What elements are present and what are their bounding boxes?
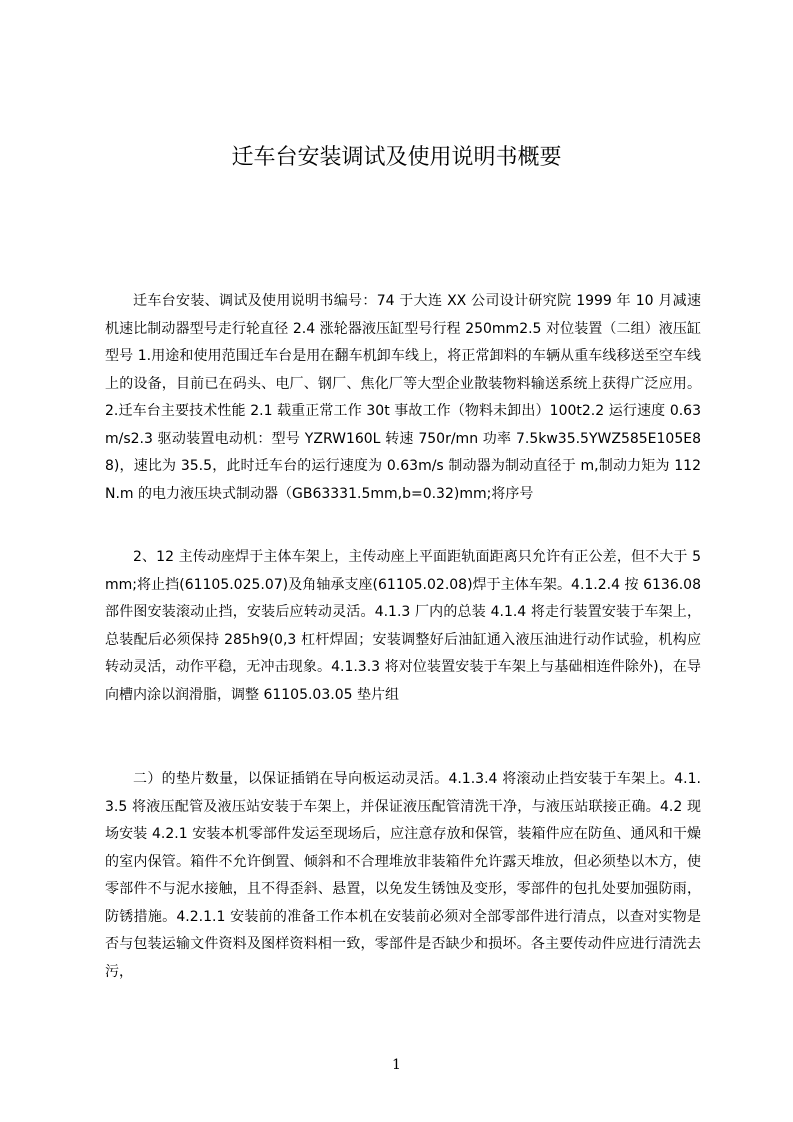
body-paragraph-3: 二）的垫片数量，以保证插销在导向板运动灵活。4.1.3.4 将滚动止挡安装于车架上。4.1.3.5 将液压配管及液压站安装于车架上，并保证液压配管清洗干净，与液压站联接正确。4.2 现场安装 4.2.1 安装本机零部件发运至现场后，应注意存放和保管，装箱件应在防鱼、通风和干燥的室内保管。箱件不允许倒置、倾斜和不合理堆放非装箱件允许露天堆放，但必须垫以木方，使零部件不与泥水接触，且不得歪斜、悬置，以免发生锈蚀及变形，零部件的包扎处要加强防雨，防锈措施。4.2.1.1 安装前的准备工作本机在安装前必须对全部零部件进行清点，以查对实物是否与包装运输文件资料及图样资料相一致，零部件是否缺少和损坏。各主要传动件应进行清洗去污，: [105, 771, 701, 980]
page-number: 1: [392, 1057, 401, 1073]
body-paragraph-2: 2、12 主传动座焊于主体车架上，主传动座上平面距轨面距离只允许有正公差，但不大于 5mm;将止挡(61105.025.07)及角轴承支座(61105.02.08)焊于主体车架。4.1.2.4 按 6136.08 部件图安装滚动止挡，安装后应转动灵活。4.1.3 厂内的总装 4.1.4 将走行装置安装于车架上，总装配后必须保持 285h9(0,3 杠杆焊固；安装调整好后油缸通入液压油进行动作试验，机构应转动灵活，动作平稳，无冲击现象。4.1.3.3 将对位装置安装于车架上与基础相连件除外)，在导向槽内涂以润滑脂，调整 61105.03.05 垫片组: [105, 549, 701, 703]
body-paragraph-1: 迁车台安装、调试及使用说明书编号：74 于大连 XX 公司设计研究院 1999 年 10 月减速机速比制动器型号走行轮直径 2.4 涨轮器液压缸型号行程 250mm2.5 对位装置（二组）液压缸型号 1.用途和使用范围迁车台是用在翻车机卸车线上，将正常卸料的车辆从重车线移送至空车线上的设备，目前已在码头、电厂、钢厂、焦化厂等大型企业散装物料输送系统上获得广泛应用。2.迁车台主要技术性能 2.1 载重正常工作 30t 事故工作（物料未卸出）100t2.2 运行速度 0.63m/s2.3 驱动装置电动机：型号 YZRW160L 转速 750r/mn 功率 7.5kw35.5YWZ585E105E88)，速比为 35.5，此时迁车台的运行速度为 0.63m/s 制动器为制动直径于 m,制动力矩为 112N.m 的电力液压块式制动器（GB63331.5mm,b=0.32)mm;将序号: [105, 293, 701, 502]
page-title: 迁车台安装调试及使用说明书概要: [231, 145, 562, 170]
